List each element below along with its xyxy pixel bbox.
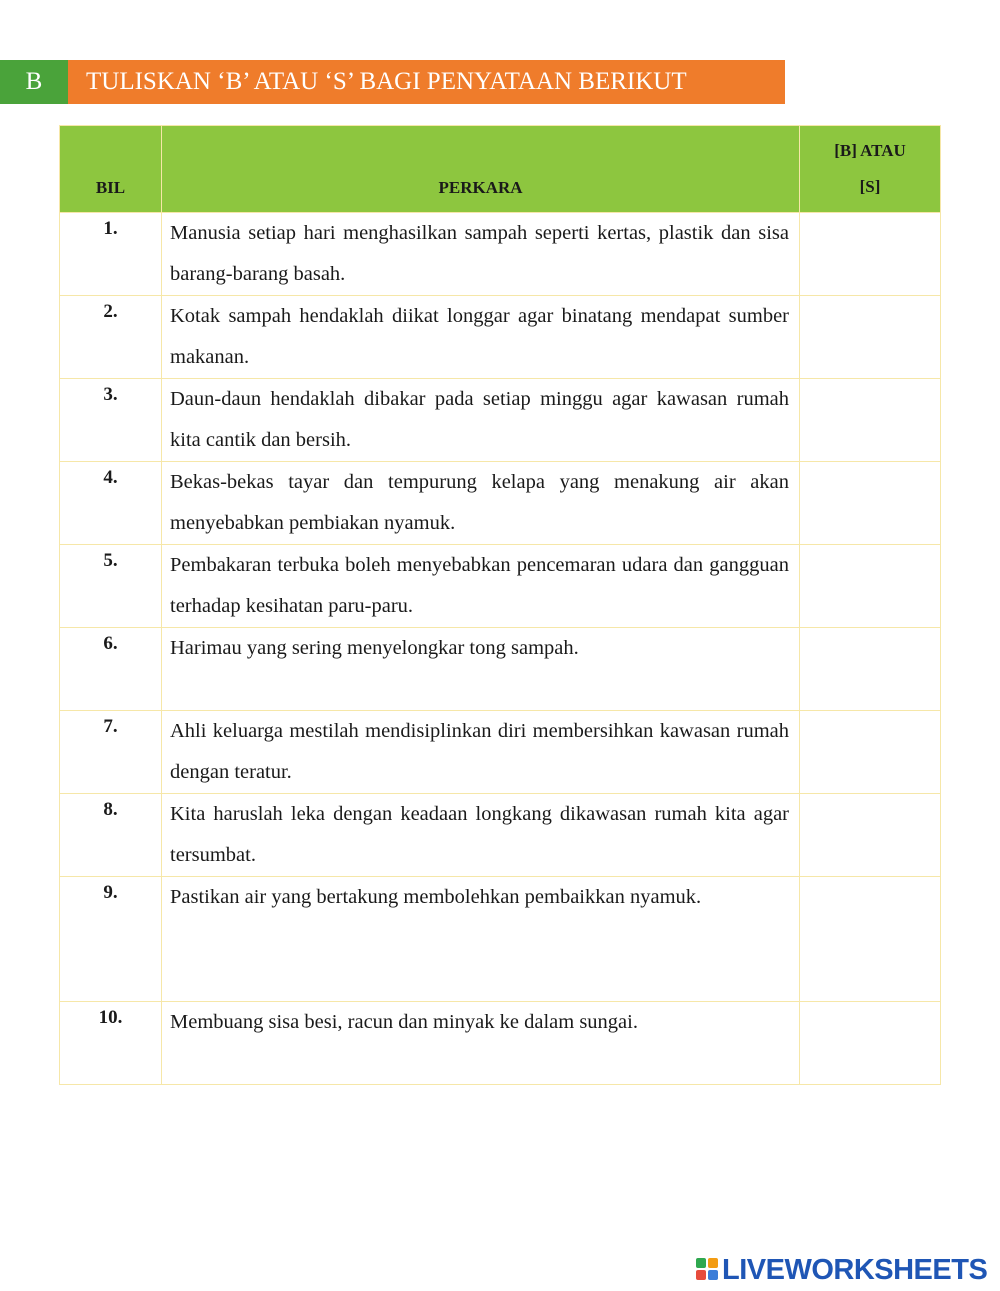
- answer-cell[interactable]: [800, 213, 941, 296]
- table-row: [60, 628, 941, 711]
- section-letter: B: [0, 60, 68, 104]
- answer-cell[interactable]: [800, 462, 941, 545]
- answer-cell[interactable]: [800, 296, 941, 379]
- row-statement: Membuang sisa besi, racun dan minyak ke dalam sungai.: [162, 1002, 800, 1085]
- section-title: TULISKAN ‘B’ ATAU ‘S’ BAGI PENYATAAN BERIKUT: [68, 60, 785, 104]
- row-number: 8.: [60, 794, 162, 877]
- header-bil: BIL: [60, 126, 162, 213]
- table-row: [60, 1002, 941, 1085]
- header-answer-line2: [S]: [859, 177, 881, 196]
- answer-cell[interactable]: [800, 877, 941, 1002]
- row-statement: Manusia setiap hari menghasilkan sampah seperti kertas, plastik dan sisa barang-barang basah.: [162, 213, 800, 296]
- answer-cell[interactable]: [800, 711, 941, 794]
- row-number: 5.: [60, 545, 162, 628]
- table-row: [60, 379, 941, 462]
- answer-cell[interactable]: [800, 545, 941, 628]
- row-number: 3.: [60, 379, 162, 462]
- table-row: [60, 794, 941, 877]
- header-answer: [800, 126, 941, 213]
- row-statement: Ahli keluarga mestilah mendisiplinkan diri membersihkan kawasan rumah dengan teratur.: [162, 711, 800, 794]
- table-row: [60, 213, 941, 296]
- liveworksheets-logo-icon: [696, 1258, 720, 1282]
- row-number: 4.: [60, 462, 162, 545]
- row-statement: Pastikan air yang bertakung membolehkan pembaikkan nyamuk.: [162, 877, 800, 1002]
- row-number: 7.: [60, 711, 162, 794]
- header-answer-line1: [B] ATAU: [834, 141, 906, 160]
- row-statement: Pembakaran terbuka boleh menyebabkan pencemaran udara dan gangguan terhadap kesihatan paru-paru.: [162, 545, 800, 628]
- liveworksheets-logo-text: LIVEWORKSHEETS: [722, 1253, 988, 1286]
- table-row: [60, 877, 941, 1002]
- row-number: 10.: [60, 1002, 162, 1085]
- table-row: [60, 711, 941, 794]
- answer-cell[interactable]: [800, 1002, 941, 1085]
- answer-cell[interactable]: [800, 794, 941, 877]
- row-number: 6.: [60, 628, 162, 711]
- answer-cell[interactable]: [800, 628, 941, 711]
- table-header-row: [60, 126, 941, 213]
- header-perkara: PERKARA: [162, 126, 800, 213]
- table-row: [60, 545, 941, 628]
- row-number: 2.: [60, 296, 162, 379]
- row-statement: Kita haruslah leka dengan keadaan longkang dikawasan rumah kita agar tersumbat.: [162, 794, 800, 877]
- row-statement: Harimau yang sering menyelongkar tong sampah.: [162, 628, 800, 711]
- row-statement: Kotak sampah hendaklah diikat longgar agar binatang mendapat sumber makanan.: [162, 296, 800, 379]
- liveworksheets-logo: [696, 1253, 987, 1287]
- row-statement: Bekas-bekas tayar dan tempurung kelapa yang menakung air akan menyebabkan pembiakan nyamuk.: [162, 462, 800, 545]
- row-number: 1.: [60, 213, 162, 296]
- answer-cell[interactable]: [800, 379, 941, 462]
- table-row: [60, 462, 941, 545]
- statements-table: [59, 125, 941, 1085]
- row-statement: Daun-daun hendaklah dibakar pada setiap minggu agar kawasan rumah kita cantik dan bersih.: [162, 379, 800, 462]
- table-row: [60, 296, 941, 379]
- row-number: 9.: [60, 877, 162, 1002]
